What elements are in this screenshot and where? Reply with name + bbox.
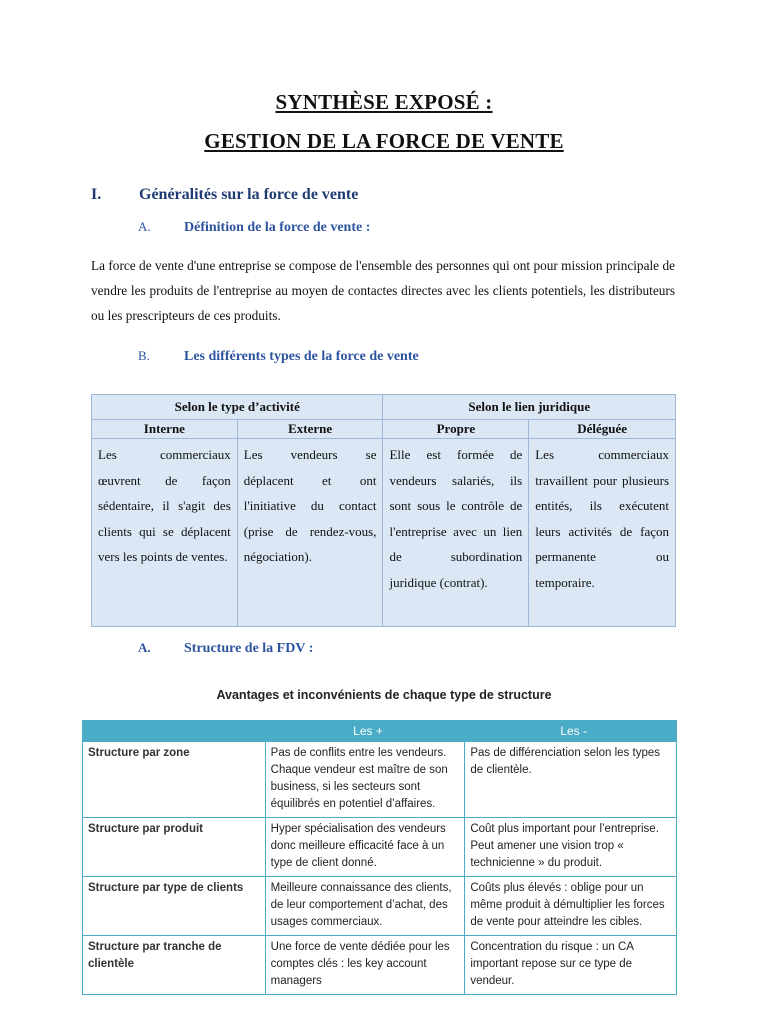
table-cell	[529, 439, 676, 627]
document-title-line2: GESTION DE LA FORCE DE VENTE	[204, 129, 564, 153]
table-row	[83, 877, 677, 936]
row-plus: Hyper spécialisation des vendeurs donc meilleure efficacité face à un type de client donné.	[265, 818, 465, 877]
row-label: Structure par zone	[83, 742, 266, 818]
row-minus: Coûts plus élevés : oblige pour un même produit à démultiplier les forces de vente pour atteindre les cibles.	[465, 877, 677, 936]
column-header-empty	[83, 721, 266, 742]
cell-text-externe: Les vendeurs se déplacent et ont l'initiative du contact (prise de rendez-vous, négociation).	[243, 447, 377, 564]
subsection-heading-b	[138, 348, 419, 365]
row-plus: Une force de vente dédiée pour les comptes clés : les key account managers	[265, 936, 465, 995]
row-minus: Concentration du risque : un CA important repose sur ce type de vendeur.	[465, 936, 677, 995]
column-header-minus: Les -	[465, 721, 677, 742]
column-header-externe: Externe	[237, 420, 383, 439]
group-header-legal: Selon le lien juridique	[383, 395, 676, 420]
cell-text-deleguee: Les commerciaux travaillent pour plusieurs entités, ils exécutent leurs activités de façon permanente ou temporaire.	[535, 447, 669, 590]
subsection-number: A.	[138, 219, 151, 234]
section-heading-1	[91, 186, 358, 204]
table-row	[83, 936, 677, 995]
row-minus: Coût plus important pour l’entreprise. Peut amener une vision trop « technicienne » du produit.	[465, 818, 677, 877]
table-cell	[383, 439, 529, 627]
subsection-number: A.	[138, 640, 151, 655]
section-title: Généralités sur la force de vente	[139, 186, 359, 203]
section-number: I.	[91, 186, 102, 203]
cell-text-interne: Les commerciaux œuvrent de façon sédentaire, il s'agit des clients qui se déplacent vers les points de ventes.	[98, 447, 231, 564]
row-minus: Pas de différenciation selon les types de clientèle.	[465, 742, 677, 818]
row-plus: Meilleure connaissance des clients, de leur comportement d’achat, des usages commerciaux.	[265, 877, 465, 936]
cell-text-propre: Elle est formée de vendeurs salariés, ils sont sous le contrôle de l'entreprise avec un lien de subordination juridique (contrat).	[389, 447, 523, 590]
row-plus: Pas de conflits entre les vendeurs. Chaque vendeur est maître de son business, si les secteurs sont équilibrés en potentiel d’affaires.	[265, 742, 465, 818]
table-cell	[92, 439, 238, 627]
subsection-heading-a	[138, 219, 370, 236]
column-header-deleguee: Déléguée	[529, 420, 676, 439]
structure-table	[82, 720, 677, 995]
row-label: Structure par produit	[83, 818, 266, 877]
row-label: Structure par tranche de clientèle	[83, 936, 266, 995]
structure-table-caption: Avantages et inconvénients de chaque type de structure	[216, 688, 552, 702]
table-row	[83, 818, 677, 877]
subsection-number: B.	[138, 348, 150, 363]
definition-paragraph: La force de vente d'une entreprise se compose de l'ensemble des personnes qui ont pour mission principale de vendre les produits de l'entreprise au moyen de contactes directes avec les clients potentiels, les distributeurs ou les prescripteurs de ces produits.	[91, 258, 675, 323]
subsection-title: Définition de la force de vente :	[184, 220, 371, 235]
document-title-line1: SYNTHÈSE EXPOSÉ :	[275, 90, 493, 114]
force-types-table	[91, 394, 676, 627]
subsection-heading-structure	[138, 640, 313, 657]
subsection-title: Structure de la FDV :	[184, 641, 314, 656]
table-row	[83, 742, 677, 818]
table-cell	[237, 439, 383, 627]
column-header-interne: Interne	[92, 420, 238, 439]
column-header-propre: Propre	[383, 420, 529, 439]
column-header-plus: Les +	[265, 721, 465, 742]
subsection-title: Les différents types de la force de vente	[184, 349, 419, 364]
group-header-activity: Selon le type d’activité	[92, 395, 383, 420]
row-label: Structure par type de clients	[83, 877, 266, 936]
